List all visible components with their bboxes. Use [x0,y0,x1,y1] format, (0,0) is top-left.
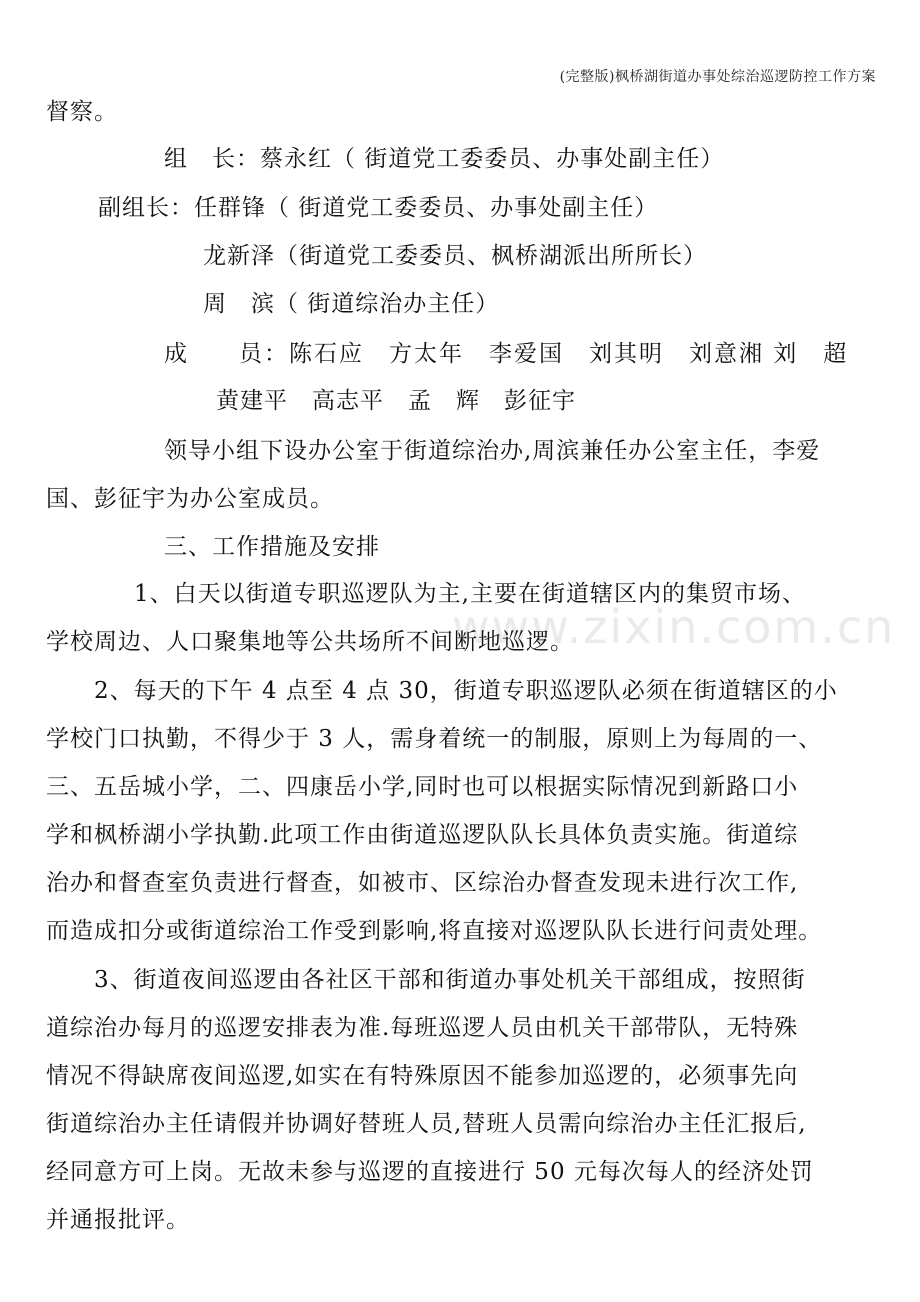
text-line: 副组长：任群锋（ 街道党工委委员、办事处副主任） [98,195,659,221]
text-line: 学校门口执勤，不得少于 3 人，需身着统一的制服，原则上为每周的一、 [46,726,823,752]
text-line: 治办和督查室负责进行督查，如被市、区综治办督查发现未进行次工作, [46,870,799,896]
text-line: 督察。 [46,99,118,125]
text-line: 学和枫桥湖小学执勤.此项工作由街道巡逻队队长具体负责实施。街道综 [46,822,799,848]
watermark: www.zixin.com.cn [452,600,896,654]
text-line: 经同意方可上岗。无故未参与巡逻的直接进行 50 元每次每人的经济处罚 [46,1159,814,1185]
text-line: 成 员：陈石应 方太年 李爱国 刘其明 刘意湘 刘 超 [164,341,849,367]
text-line: 黄建平 高志平 孟 辉 彭征宇 [216,388,576,414]
text-line: 3、街道夜间巡逻由各社区干部和街道办事处机关干部组成，按照街 [94,967,806,993]
text-line: 道综治办每月的巡逻安排表为准.每班巡逻人员由机关干部带队，无特殊 [46,1015,799,1041]
text-line: 并通报批评。 [46,1207,190,1233]
document-header: (完整版)枫桥湖街道办事处综治巡逻防控工作方案 [559,69,876,85]
text-line: 领导小组下设办公室于街道综治办,周滨兼任办公室主任，李爱 [164,438,821,464]
text-line: 组 长：蔡永红（ 街道党工委委员、办事处副主任） [164,146,725,172]
text-line: 周 滨（ 街道综治办主任） [203,291,500,317]
section-heading: 三、工作措施及安排 [164,534,380,560]
text-line: 三、五岳城小学，二、四康岳小学,同时也可以根据实际情况到新路口小 [46,774,799,800]
text-line: 学校周边、人口聚集地等公共场所不间断地巡逻。 [46,629,574,655]
text-line: 街道综治办主任请假并协调好替班人员,替班人员需向综治办主任汇报后, [46,1111,807,1137]
text-line: 1、白天以街道专职巡逻队为主,主要在街道辖区内的集贸市场、 [134,581,806,607]
text-line: 而造成扣分或街道综治工作受到影响,将直接对巡逻队队长进行问责处理。 [46,918,823,944]
text-line: 龙新泽（街道党工委委员、枫桥湖派出所所长） [203,243,707,269]
text-line: 国、彭征宇为办公室成员。 [46,486,334,512]
text-line: 情况不得缺席夜间巡逻,如实在有特殊原因不能参加巡逻的，必须事先向 [46,1063,799,1089]
text-line: 2、每天的下午 4 点至 4 点 30，街道专职巡逻队必须在街道辖区的小 [94,678,838,704]
